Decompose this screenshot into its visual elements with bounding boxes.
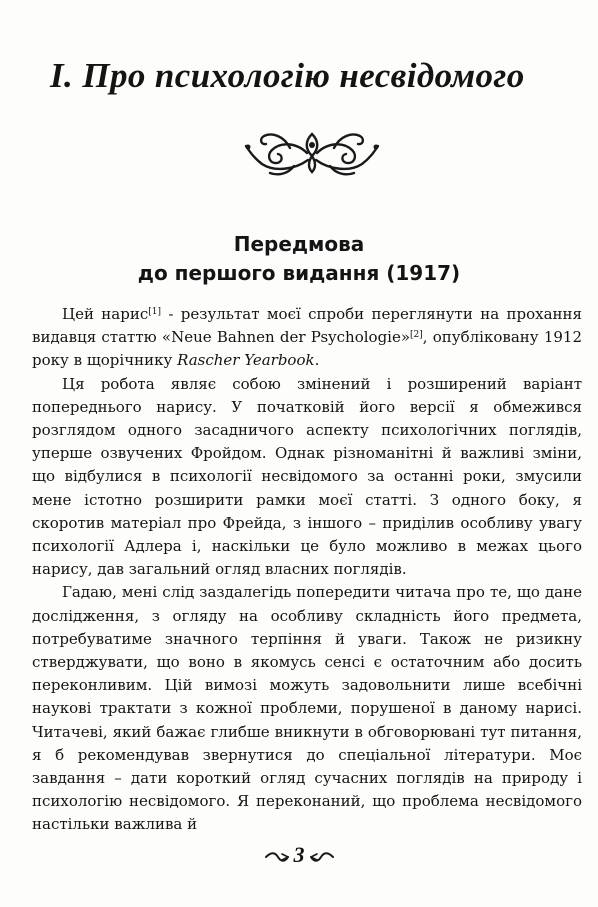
paragraph-3: Гадаю, мені слід заздалегідь попередити читача про те, що дане дослідження, з огляду на особливу складність його предмета, потребуватиме значного терпіння й уваги. Також не ризикну стверджувати, що воно в якомусь сенсі є остаточним або досить переконливим. Цій вимозі можуть задовольнити лише всебічні наукові трактати з кожної проблеми, порушеної в даному нарисі. Читачеві, який бажає глибше вникнути в обговорювані тут питання, я б рекомендував звернутися до спеціальної літератури. Моє завдання – дати короткий огляд сучасних поглядів на природу і психологію несвідомого. Я переконаний, що проблема несвідомого настільки важлива й [32,583,582,834]
floral-ornament-icon [244,126,380,178]
section-heading-line-2: до першого видання (1917) [137,261,461,285]
paragraph-1-text-a: Цей нарис [62,305,149,323]
left-curl-icon [265,851,289,863]
paragraph-2: Ця робота являє собою змінений і розширений варіант попереднього нарису. У початковій його версії я обмежився розглядом одного засадничого аспекту психологічних поглядів, уперше озвучених Фройдом. Однак різноманітні й важливі зміни, що відбулися в психології несвідомого за останні роки, змусили мене істотно розширити рамки моєї статті. З одного боку, я скоротив матеріал про Фрейда, з іншого – приділив особливу увагу психології Адлера і, наскільки це було можливо в межах цього нарису, дав загальний огляд власних поглядів. [32,374,582,579]
body-text [32,303,582,837]
chapter-title: І. Про психологію несвідомого [50,56,525,95]
section-heading-line-1: Передмова [233,232,365,256]
page-number: 3 [293,842,305,867]
page-footer [0,842,598,868]
paragraph-1 [32,303,582,373]
right-curl-icon [310,851,334,863]
section-heading [0,230,598,288]
footnote-ref-2: [2] [410,330,423,341]
publication-name: Rascher Yearbook [177,351,315,370]
paragraph-1-text-c: , опубліковану 1912 року в щорічнику [32,328,582,370]
paragraph-1-text-d: . [314,351,320,370]
paragraph-1-text-b: - результат моєї спроби переглянути на прохання видавця статтю «Neue Bahnen der Psychologie» [32,305,582,347]
footnote-ref-1: [1] [148,307,162,317]
